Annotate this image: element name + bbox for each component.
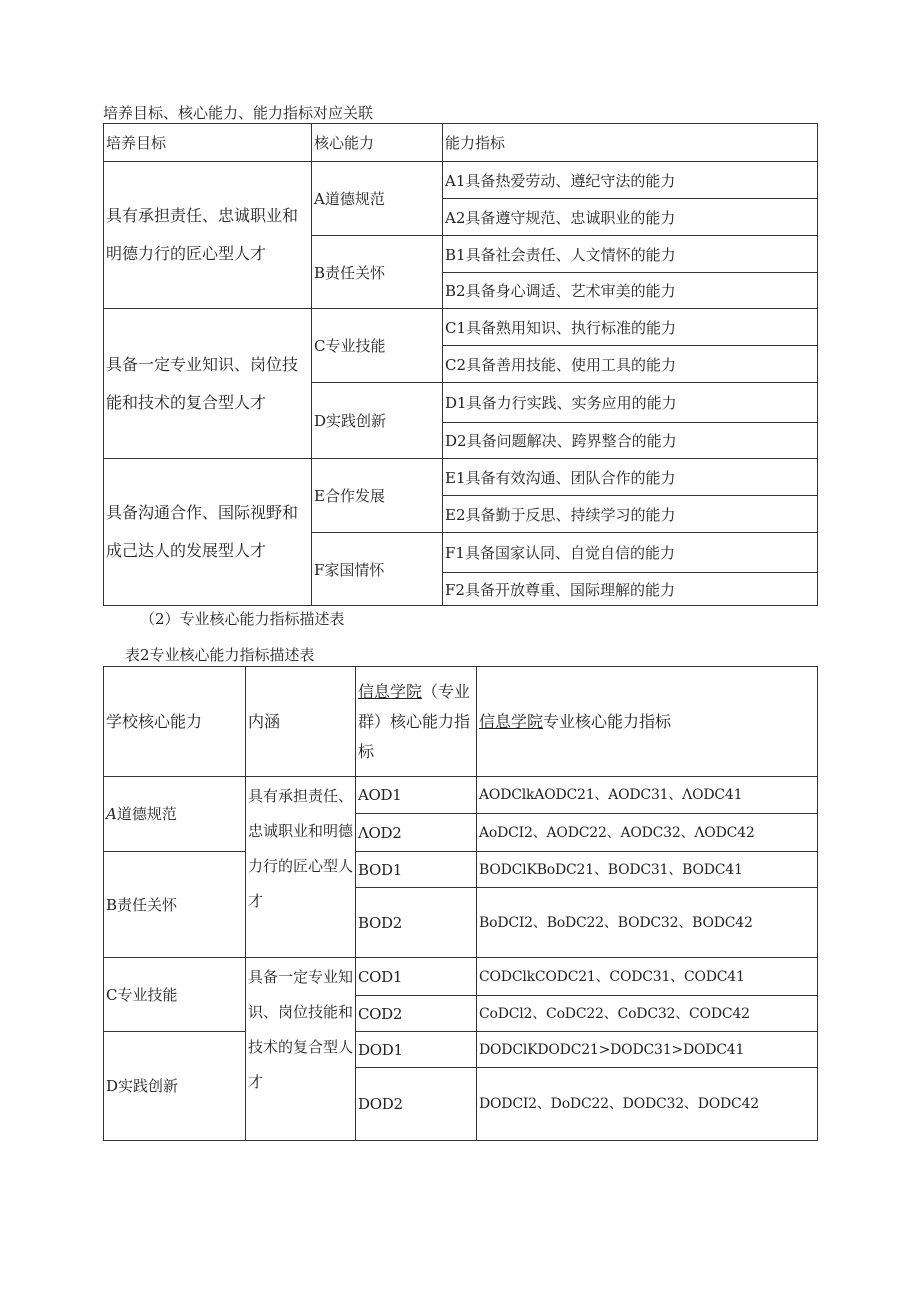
code-cell: COD1 xyxy=(356,958,477,996)
indicator-cell: CODClkCODC21、CODC31、CODC41 xyxy=(477,958,818,996)
indicator-cell: AODClkAODC21、AODC31、ΛODC41 xyxy=(477,777,818,814)
indicator-cell: AoDCI2、AODC22、AODC32、ΛODC42 xyxy=(477,814,818,852)
indicator-cell: D2具备问题解决、跨界整合的能力 xyxy=(443,423,818,459)
goal-cell: 具备一定专业知识、岗位技能和技术的复合型人才 xyxy=(104,309,312,459)
header-school-ability: 学校核心能力 xyxy=(104,667,246,777)
header-college-ability xyxy=(356,667,477,777)
ability-cell: D实践创新 xyxy=(312,383,443,459)
code-cell: AOD1 xyxy=(356,777,477,814)
header-meaning: 内涵 xyxy=(246,667,356,777)
ability-cell: B责任关怀 xyxy=(312,236,443,309)
table-row xyxy=(104,777,818,814)
table-header-row xyxy=(104,667,818,777)
table-header-row xyxy=(104,124,818,162)
ability-letter: A xyxy=(106,805,117,823)
indicator-cell: A2具备遵守规范、忠诚职业的能力 xyxy=(443,199,818,236)
indicator-cell: B2具备身心调适、艺术审美的能力 xyxy=(443,273,818,309)
ability-name: B责任关怀 xyxy=(106,895,178,914)
indicator-cell: BODClKBoDC21、BODC31、BODC41 xyxy=(477,852,818,888)
indicator-cell: DODCI2、DoDC22、DODC32、DODC42 xyxy=(477,1068,818,1141)
table1-caption: 培养目标、核心能力、能力指标对应关联 xyxy=(103,104,374,122)
ability-name: C专业技能 xyxy=(106,985,178,1004)
meaning-cell: 具备一定专业知识、岗位技能和技术的复合型人才 xyxy=(246,958,356,1141)
indicator-cell: E2具备勤于反思、持续学习的能力 xyxy=(443,496,818,533)
code-cell: DOD1 xyxy=(356,1032,477,1068)
indicator-cell: D1具备力行实践、实务应用的能力 xyxy=(443,383,818,423)
indicator-cell: C1具备熟用知识、执行标准的能力 xyxy=(443,309,818,346)
indicator-cell: CoDCl2、CoDC22、CoDC32、CODC42 xyxy=(477,996,818,1032)
ability-cell: A道德规范 xyxy=(312,162,443,236)
header-indicator: 能力指标 xyxy=(443,124,818,162)
college-name: 信息学院 xyxy=(358,681,423,701)
school-ability-cell xyxy=(104,852,246,958)
core-ability-description-table xyxy=(103,666,818,1141)
code-cell: ΛOD2 xyxy=(356,814,477,852)
indicator-cell: C2具备善用技能、使用工具的能力 xyxy=(443,346,818,383)
table-row xyxy=(104,162,818,199)
goal-cell: 具备沟通合作、国际视野和成己达人的发展型人才 xyxy=(104,459,312,606)
table-row xyxy=(104,852,818,888)
table-row xyxy=(104,459,818,496)
code-cell: COD2 xyxy=(356,996,477,1032)
header-ability: 核心能力 xyxy=(312,124,443,162)
indicator-cell: A1具备热爱劳动、遵纪守法的能力 xyxy=(443,162,818,199)
code-cell: BOD1 xyxy=(356,852,477,888)
table-row xyxy=(104,1032,818,1068)
indicator-cell: F1具备国家认同、自觉自信的能力 xyxy=(443,533,818,573)
college-name: 信息学院 xyxy=(479,711,544,731)
header-college-ability-text: （专业群）核心能力指标 xyxy=(358,681,471,761)
ability-name: 道德规范 xyxy=(116,805,177,823)
indicator-cell: DODClKDODC21>DODC31>DODC41 xyxy=(477,1032,818,1068)
goals-abilities-table xyxy=(103,123,818,606)
code-cell: DOD2 xyxy=(356,1068,477,1141)
ability-cell: E合作发展 xyxy=(312,459,443,533)
header-goal: 培养目标 xyxy=(104,124,312,162)
code-cell: BOD2 xyxy=(356,888,477,958)
school-ability-cell xyxy=(104,777,246,852)
indicator-cell: F2具备开放尊重、国际理解的能力 xyxy=(443,573,818,606)
goal-cell: 具有承担责任、忠诚职业和明德力行的匠心型人才 xyxy=(104,162,312,309)
ability-cell: C专业技能 xyxy=(312,309,443,383)
indicator-cell: B1具备社会责任、人文情怀的能力 xyxy=(443,236,818,273)
indicator-cell: E1具备有效沟通、团队合作的能力 xyxy=(443,459,818,496)
header-major-indicator xyxy=(477,667,818,777)
table-row xyxy=(104,309,818,346)
table2-caption: 表2专业核心能力指标描述表 xyxy=(125,646,315,664)
indicator-cell: BoDCI2、BoDC22、BODC32、BODC42 xyxy=(477,888,818,958)
section-heading: （2）专业核心能力指标描述表 xyxy=(140,610,345,628)
table-row xyxy=(104,958,818,996)
meaning-cell: 具有承担责任、忠诚职业和明德力行的匠心型人才 xyxy=(246,777,356,958)
school-ability-cell xyxy=(104,1032,246,1141)
ability-cell: F家国情怀 xyxy=(312,533,443,606)
ability-name: D实践创新 xyxy=(106,1077,179,1095)
school-ability-cell xyxy=(104,958,246,1032)
header-major-indicator-text: 专业核心能力指标 xyxy=(543,711,672,731)
